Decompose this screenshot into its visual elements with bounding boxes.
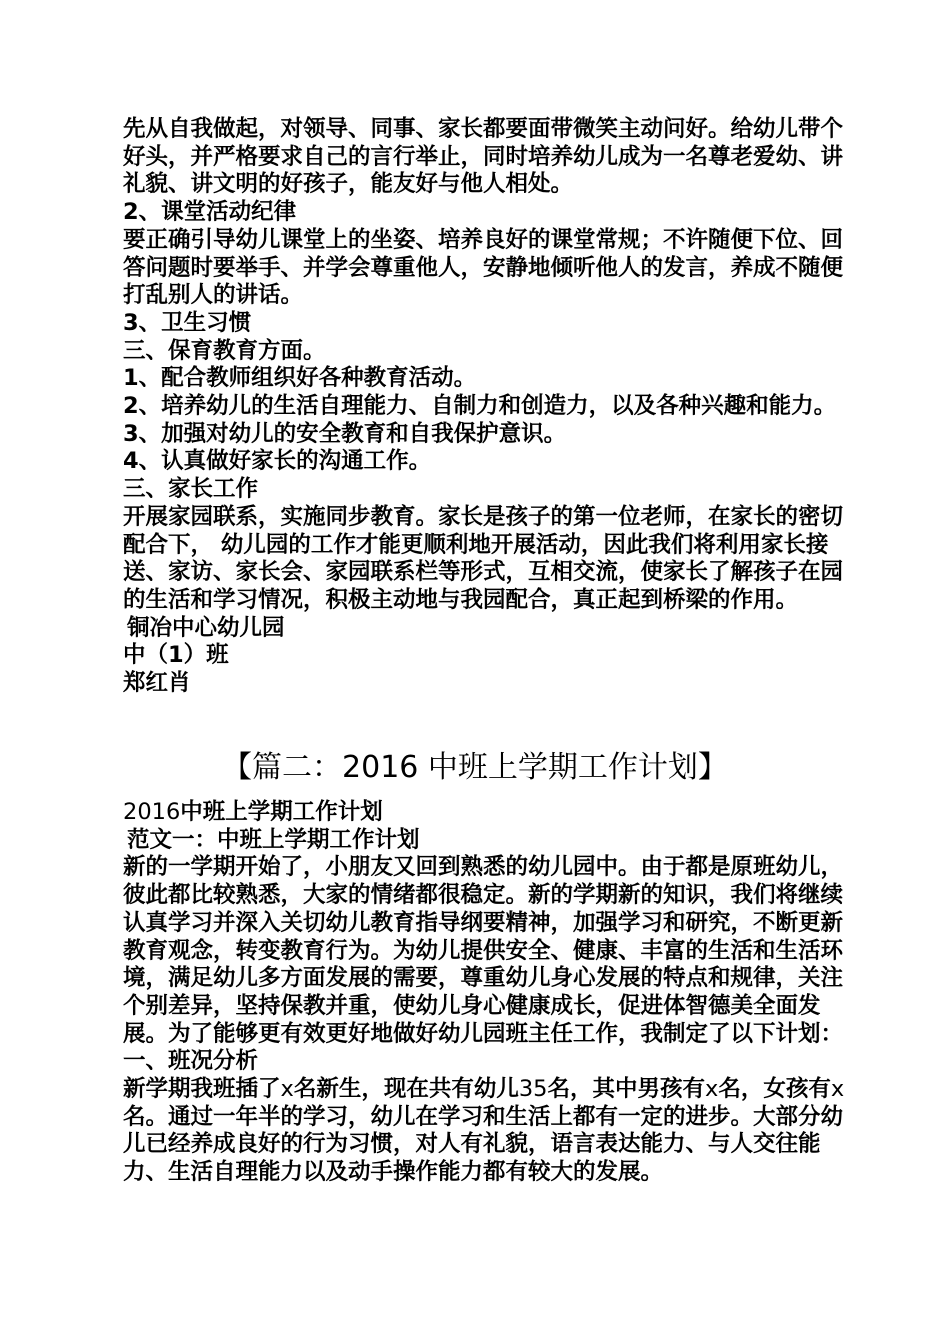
plan-subtitle: 范文一：中班上学期工作计划 bbox=[127, 826, 420, 853]
placeholder-x: x bbox=[830, 1076, 845, 1103]
text-run: 名。通过一年半的学习，幼儿在学习和生活上都有一定的进步。大部分幼儿已经养成良好的行为习惯，对人有礼貌，语言表达能力、与人交往能力、生活自理能力以及动手操作能力都有较大的发展。 bbox=[123, 1103, 844, 1186]
text-run: 名，女孩有 bbox=[718, 1076, 831, 1103]
paragraph-class-analysis bbox=[115, 1076, 850, 1187]
heading-classroom-discipline: 2、课堂活动纪律 bbox=[123, 199, 297, 226]
signature-class: 中（1）班 bbox=[123, 642, 229, 669]
signature-school: 铜冶中心幼儿园 bbox=[127, 614, 285, 641]
placeholder-x: x bbox=[280, 1076, 294, 1103]
paragraph-classroom-discipline: 要正确引导幼儿课堂上的坐姿、培养良好的课堂常规；不许随便下位、回答问题时要举手、并学会尊重他人，安静地倾听他人的发言，养成不随便打乱别人的讲话。 bbox=[123, 226, 844, 309]
section-one bbox=[115, 116, 845, 698]
text-run: 名新生，现在共有幼儿 bbox=[293, 1076, 519, 1103]
paragraph-manners: 先从自我做起，对领导、同事、家长都要面带微笑主动问好。给幼儿带个好头，并严格要求自己的言行举止，同时培养幼儿成为一名尊老爱幼、讲礼貌、讲文明的好孩子，能友好与他人相处。 bbox=[123, 116, 844, 198]
text-run: 名，其中男孩有 bbox=[547, 1076, 706, 1103]
number-35: 35 bbox=[518, 1076, 548, 1103]
section-heading: 【篇二：2016 中班上学期工作计划】 bbox=[222, 750, 728, 785]
heading-class-analysis: 一、班况分析 bbox=[123, 1048, 259, 1075]
heading-hygiene: 3、卫生习惯 bbox=[123, 309, 252, 336]
list-item-2: 2、培养幼儿的生活自理能力、自制力和创造力，以及各种兴趣和能力。 bbox=[123, 393, 837, 420]
list-item-4: 4、认真做好家长的沟通工作。 bbox=[123, 448, 432, 475]
paragraph-parent-work: 开展家园联系，实施同步教育。家长是孩子的第一位老师，在家长的密切配合下， 幼儿园的工作才能更顺利地开展活动，因此我们将利用家长接送、家访、家长会、家园联系栏等形式，互相交流，使家长了解孩子在园的生活和学习情况，积极主动地与我园配合，真正起到桥梁的作用。 bbox=[123, 503, 844, 613]
paragraph-intro: 新的一学期开始了，小朋友又回到熟悉的幼儿园中。由于都是原班幼儿，彼此都比较熟悉，大家的情绪都很稳定。新的学期新的知识，我们将继续认真学习并深入关切幼儿教育指导纲要精神，加强学习和研究，不断更新教育观念，转变教育行为。为幼儿提供安全、健康、丰富的生活和生活环境，满足幼儿多方面发展的需要，尊重幼儿身心发展的特点和规律，关注个别差异，坚持保教并重，使幼儿身心健康成长，促进体智德美全面发展。为了能够更有效更好地做好幼儿园班主任工作，我制定了以下计划： bbox=[123, 854, 844, 1047]
plan-title bbox=[115, 799, 850, 827]
list-item-1: 1、配合教师组织好各种教育活动。 bbox=[123, 365, 477, 392]
section-two bbox=[115, 799, 850, 1187]
text-run: 新学期我班插了 bbox=[123, 1076, 281, 1103]
plan-title-year: 2016 bbox=[123, 799, 181, 825]
placeholder-x: x bbox=[705, 1076, 719, 1103]
signature-name: 郑红肖 bbox=[123, 670, 191, 697]
heading-care-education: 三、保育教育方面。 bbox=[123, 337, 326, 364]
heading-parent-work: 三、家长工作 bbox=[123, 476, 259, 503]
list-item-3: 3、加强对幼儿的安全教育和自我保护意识。 bbox=[123, 420, 567, 447]
plan-title-text: 中班上学期工作计划 bbox=[180, 799, 383, 825]
